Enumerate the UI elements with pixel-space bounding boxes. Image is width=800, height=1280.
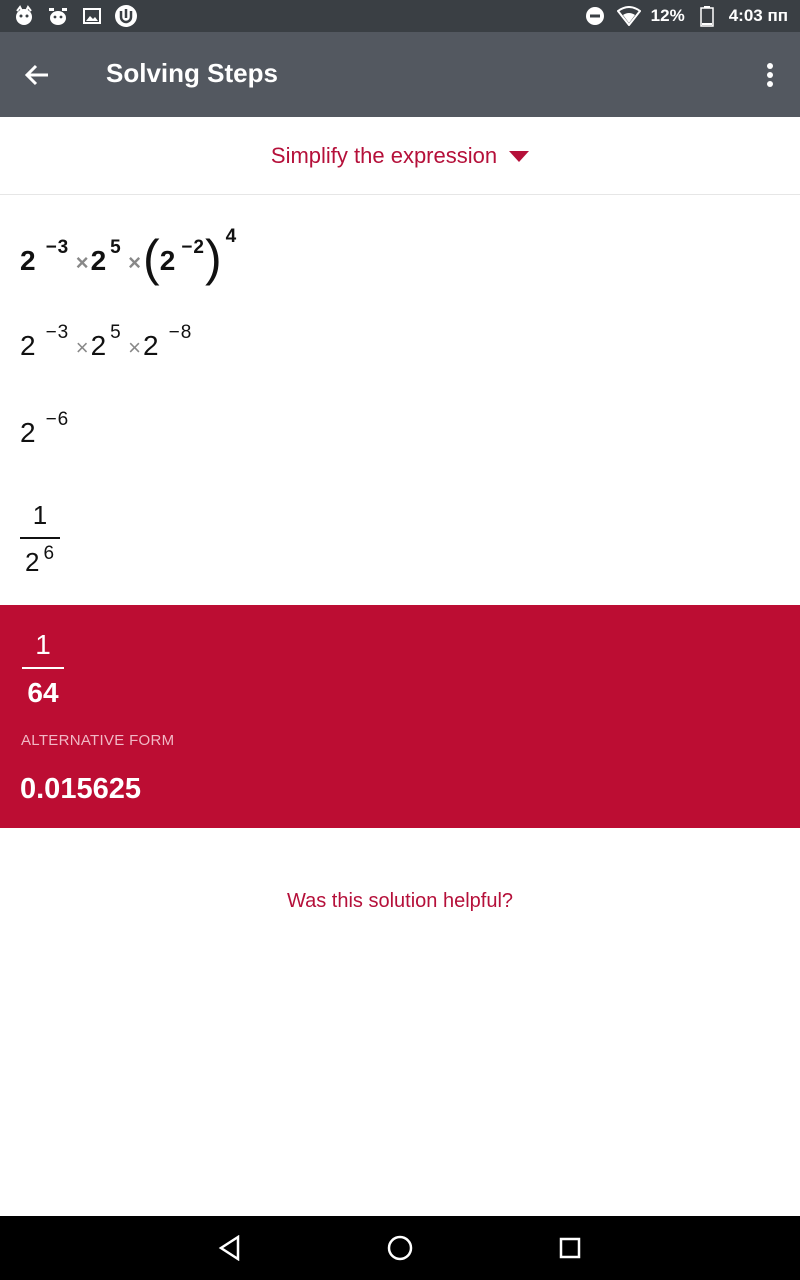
- status-bar: [0, 0, 800, 32]
- image-icon: [80, 4, 104, 28]
- back-button[interactable]: [18, 56, 56, 94]
- exponent: −6: [45, 409, 70, 430]
- denominator: [25, 539, 55, 578]
- base: 2: [159, 245, 176, 276]
- method-label: Simplify the expression: [270, 142, 498, 168]
- left-paren: (: [143, 230, 160, 286]
- exponent: 5: [110, 322, 122, 343]
- numerator: 1: [35, 629, 51, 660]
- step-1: [20, 224, 238, 286]
- exponent: 5: [110, 237, 122, 258]
- circle-home-icon: [386, 1234, 414, 1262]
- notification-face-icon: [12, 4, 36, 28]
- exponent: 4: [225, 226, 238, 247]
- system-nav-bar: [0, 1216, 800, 1280]
- base: 2: [24, 547, 40, 577]
- exponent: −3: [45, 322, 70, 343]
- battery-icon: [695, 4, 719, 28]
- times-sign: ×: [128, 335, 142, 360]
- nav-back-button[interactable]: [212, 1230, 248, 1266]
- nav-home-button[interactable]: [382, 1230, 418, 1266]
- exponent: 6: [43, 543, 56, 564]
- base: 2: [20, 417, 36, 448]
- times-sign: ×: [128, 250, 142, 275]
- do-not-disturb-icon: [583, 4, 607, 28]
- wifi-icon: [617, 4, 641, 28]
- base: 2: [143, 330, 159, 361]
- arrow-left-icon: [24, 62, 50, 88]
- step-2: [20, 322, 193, 362]
- exponent: −8: [168, 322, 193, 343]
- overflow-menu-button[interactable]: [754, 58, 786, 92]
- base: 2: [90, 330, 107, 361]
- denominator: 64: [27, 677, 59, 708]
- page-title: Solving Steps: [106, 58, 278, 88]
- feedback-link[interactable]: Was this solution helpful?: [286, 890, 514, 912]
- base: 2: [90, 245, 107, 276]
- fraction: [20, 500, 60, 578]
- times-sign: ×: [75, 250, 89, 275]
- caret-down-icon: [509, 151, 529, 162]
- cow-icon: [46, 4, 70, 28]
- base: 2: [20, 245, 36, 276]
- alternative-form-value: 0.015625: [20, 773, 141, 805]
- more-vert-icon: [766, 62, 774, 88]
- square-recents-icon: [558, 1236, 582, 1260]
- exponent: −3: [45, 237, 70, 258]
- torrent-icon: [114, 4, 138, 28]
- right-paren: ): [204, 230, 222, 286]
- method-dropdown[interactable]: [0, 117, 800, 195]
- base: 2: [20, 330, 36, 361]
- times-sign: ×: [75, 335, 89, 360]
- step-3: [20, 409, 70, 449]
- numerator: 1: [32, 500, 48, 530]
- clock: 4:03 пп: [728, 6, 788, 25]
- triangle-back-icon: [218, 1235, 242, 1261]
- result-fraction: [22, 629, 64, 709]
- battery-percent: 12%: [650, 6, 685, 25]
- app-bar: [0, 32, 800, 117]
- step-4: [20, 500, 60, 578]
- alternative-form-label: ALTERNATIVE FORM: [21, 732, 175, 749]
- result-panel: [0, 605, 800, 828]
- nav-recents-button[interactable]: [552, 1230, 588, 1266]
- exponent: −2: [181, 237, 205, 258]
